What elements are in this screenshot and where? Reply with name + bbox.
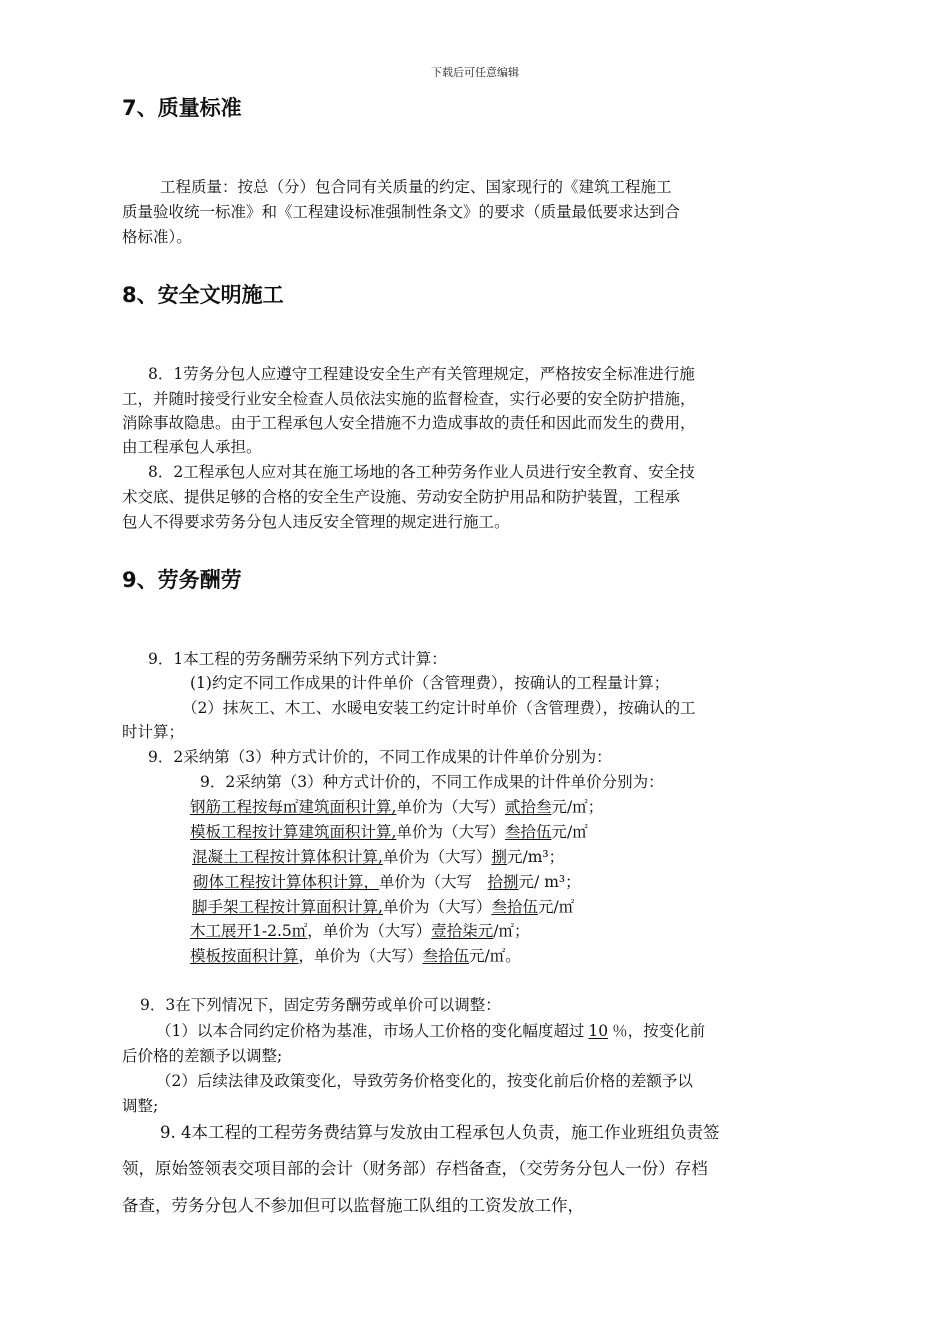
price-amount: 壹拾柒元 <box>431 922 494 940</box>
price-item: 模板按面积计算 <box>190 947 299 965</box>
s94-line-3: 备查，劳务分包人不参加但可以监督施工队组的工资发放工作， <box>122 1196 584 1215</box>
price-amount: 叁拾伍 <box>491 898 538 916</box>
price-line-masonry <box>193 871 581 893</box>
price-line-carpentry <box>190 920 530 942</box>
s93-line-1: 9．3在下列情况下，固定劳务酬劳或单价可以调整： <box>140 996 501 1014</box>
price-line-rebar <box>190 796 603 818</box>
s8-line-5: 8．2工程承包人应对其在施工场地的各工种劳务作业人员进行安全教育、安全技 <box>148 463 695 481</box>
price-unit: 元/m³； <box>506 848 565 866</box>
s94-line-1: 9. 4本工程的工程劳务费结算与发放由工程承包人负责，施工作业班组负责签 <box>160 1123 720 1142</box>
price-unit: 元/㎡； <box>551 798 604 816</box>
s94-line-2: 领，原始签领表交项目部的会计（财务部）存档备查，（交劳务分包人一份）存档 <box>122 1159 708 1178</box>
price-mid: 单价为（大写） <box>396 823 505 841</box>
price-mid: 单价为（大写） <box>382 848 492 866</box>
price-amount: 贰拾叁 <box>504 798 552 816</box>
s8-line-1: 8．1劳务分包人应遵守工程建设安全生产有关管理规定，严格按安全标准进行施 <box>148 365 695 383</box>
price-line-formwork-area <box>190 945 521 967</box>
s9-line-6: 9．2采纳第（3）种方式计价的，不同工作成果的计件单价分别为： <box>200 773 664 791</box>
price-mid: 单价为（大写） <box>396 798 505 816</box>
s93-line-5: 调整; <box>122 1097 159 1115</box>
s9-line-4: 时计算； <box>122 723 185 741</box>
s93-line-4: （2）后续法律及政策变化，导致劳务价格变化的，按变化前后价格的差额予以 <box>156 1072 693 1090</box>
price-mid: ，单价为（大写） <box>298 947 423 965</box>
price-amount: 拾捌 <box>487 873 519 891</box>
price-item: 木工展开1-2.5㎡ <box>190 922 308 940</box>
price-amount: 叁拾伍 <box>504 823 552 841</box>
s7-line-3: 格标准）。 <box>122 228 192 246</box>
price-unit: 元/㎡ <box>551 823 588 841</box>
price-item: 砌体工程按计算体积计算， <box>193 873 380 891</box>
price-line-scaffold <box>192 896 574 918</box>
s8-line-4: 由工程承包人承担。 <box>122 438 262 456</box>
price-item: 模板工程按计算建筑面积计算, <box>190 823 397 841</box>
price-item: 钢筋工程按每㎡建筑面积计算, <box>190 798 397 816</box>
price-unit: 元/㎡。 <box>469 947 521 965</box>
price-item: 混凝土工程按计算体积计算, <box>192 848 383 866</box>
price-item: 脚手架工程按计算面积计算, <box>192 898 383 916</box>
s9-line-2: (1)约定不同工作成果的计件单价（含管理费），按确认的工程量计算； <box>190 674 670 692</box>
price-mid: 单价为（大写） <box>382 898 492 916</box>
s7-line-2: 质量验收统一标准》和《工程建设标准强制性条文》的要求（质量最低要求达到合 <box>122 203 681 221</box>
s9-line-3: （2）抹灰工、木工、水暖电安装工约定计时单价（含管理费），按确认的工 <box>182 699 696 717</box>
s8-line-2: 工，并随时接受行业安全检查人员依法实施的监督检查，实行必要的安全防护措施， <box>122 390 696 408</box>
section-8-heading: 8、安全文明施工 <box>122 283 284 307</box>
s7-line-1: 工程质量：按总（分）包合同有关质量的约定、国家现行的《建筑工程施工 <box>160 178 672 196</box>
page-header: 下载后可任意编辑 <box>431 66 519 79</box>
price-unit: 元/㎡ <box>537 898 575 916</box>
s93-line-2 <box>156 1020 705 1042</box>
s8-line-6: 术交底、提供足够的合格的安全生产设施、劳动安全防护用品和防护装置，工程承 <box>122 488 681 506</box>
section-9-heading: 9、劳务酬劳 <box>122 568 242 592</box>
price-mid: 单价为（大写 <box>379 873 488 891</box>
price-unit: 元/ m³； <box>518 873 581 891</box>
section-7-heading: 7、质量标准 <box>122 96 242 120</box>
s93-line-2-a: （1）以本合同约定价格为基准，市场人工价格的变化幅度超过 <box>156 1022 585 1040</box>
price-amount: 叁拾伍 <box>422 947 470 965</box>
change-percent: 10 <box>588 1022 609 1040</box>
price-line-formwork <box>190 821 588 843</box>
s9-line-5: 9．2采纳第（3）种方式计价的，不同工作成果的计件单价分别为： <box>148 748 612 766</box>
s9-line-1: 9．1本工程的劳务酬劳采纳下列方式计算： <box>148 650 447 668</box>
price-amount: 捌 <box>491 848 507 866</box>
s93-line-3: 后价格的差额予以调整; <box>122 1047 283 1065</box>
price-mid: ，单价为（大写） <box>307 922 432 940</box>
s8-line-3: 消除事故隐患。由于工程承包人安全措施不力造成事故的责任和因此而发生的费用， <box>122 414 696 432</box>
s93-line-2-b: ％，按变化前 <box>612 1022 706 1040</box>
s8-line-7: 包人不得要求劳务分包人违反安全管理的规定进行施工。 <box>122 513 510 531</box>
price-line-concrete <box>192 846 564 868</box>
price-unit: /㎡； <box>493 922 530 940</box>
